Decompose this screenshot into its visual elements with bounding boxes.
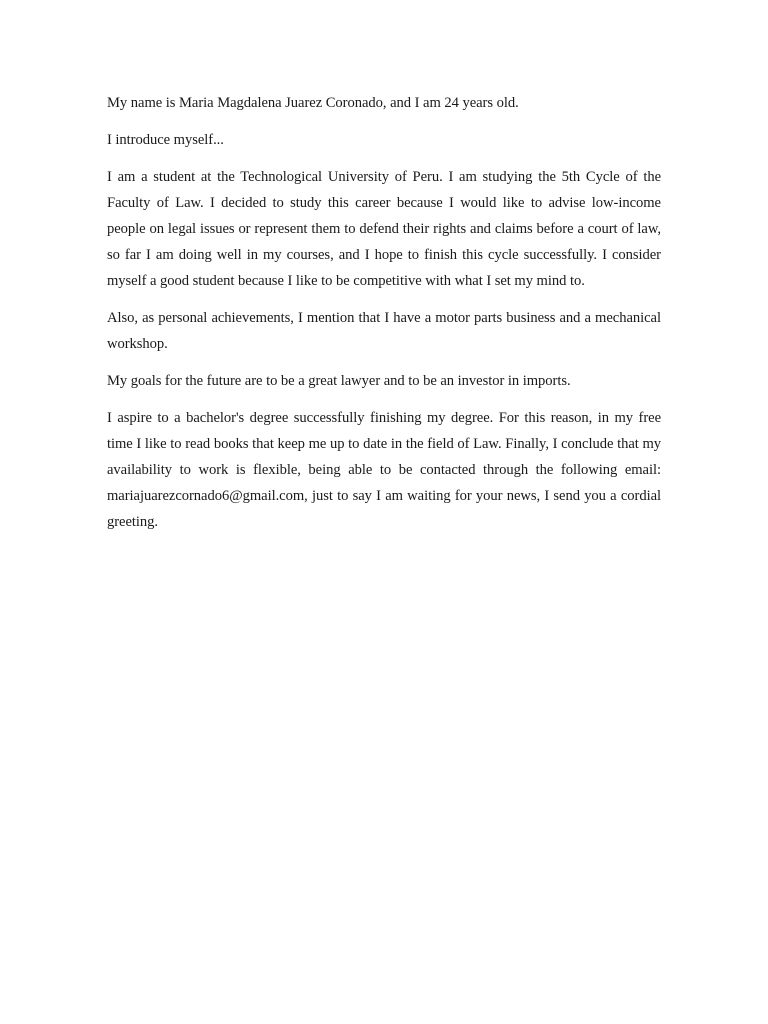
document-body bbox=[107, 90, 661, 546]
paragraph-achievements: Also, as personal achievements, I mention that I have a motor parts business and a mechanical workshop. bbox=[107, 310, 661, 352]
paragraph-aspirations-contact: I aspire to a bachelor's degree successfully finishing my degree. For this reason, in my free time I like to read books that keep me up to date in the field of Law. Finally, I conclude that my availability to work is flexible, being able to be contacted through the following email: mariajuarezcornado6@gmail.com, just to say I am waiting for your news, I send you a cordial greeting. bbox=[107, 410, 661, 530]
paragraph-introduce-myself: I introduce myself... bbox=[107, 132, 224, 148]
paragraph-studies: I am a student at the Technological University of Peru. I am studying the 5th Cycle of the Faculty of Law. I decided to study this career because I would like to advise low-income people on legal issues or represent them to defend their rights and claims before a court of law, so far I am doing well in my courses, and I hope to finish this cycle successfully. I consider myself a good student because I like to be competitive with what I set my mind to. bbox=[107, 169, 661, 289]
paragraph-introduction-name: My name is Maria Magdalena Juarez Coronado, and I am 24 years old. bbox=[107, 95, 519, 111]
paragraph-goals: My goals for the future are to be a great lawyer and to be an investor in imports. bbox=[107, 373, 571, 389]
